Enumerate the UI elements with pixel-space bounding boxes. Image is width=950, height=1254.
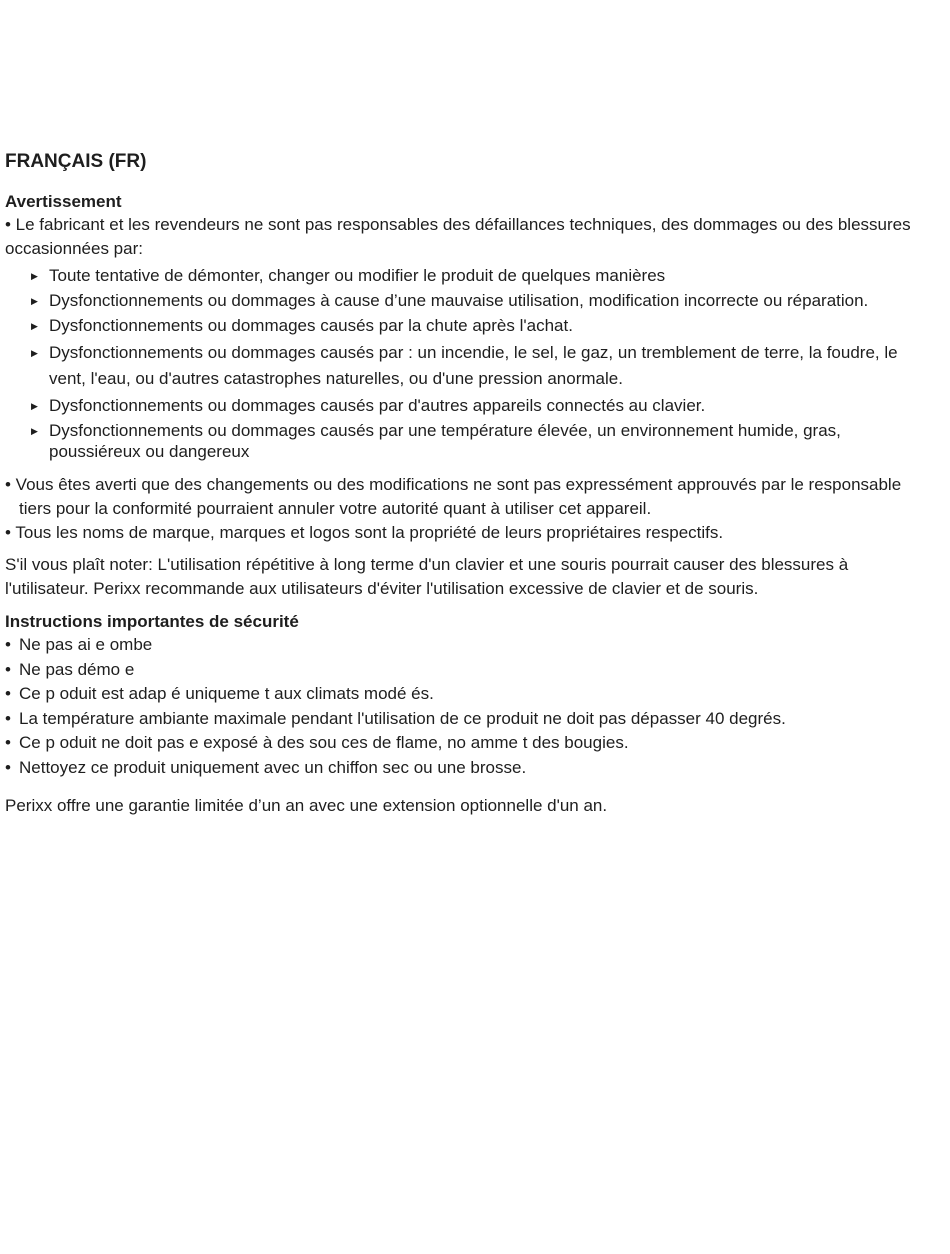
bullet-icon: • xyxy=(5,708,11,728)
triangle-bullet-icon: ▶ xyxy=(31,296,38,306)
triangle-bullet-icon: ▶ xyxy=(31,426,38,436)
document-page xyxy=(5,150,925,818)
warning-intro: • Le fabricant et les revendeurs ne sont pas responsables des défaillances techniques, des dommages ou des blessures occasionnées par: xyxy=(5,215,911,258)
bullet-icon: • xyxy=(5,659,11,679)
modification-notice: • Vous êtes averti que des changements ou des modifications ne sont pas expressément approuvés par le responsable tiers pour la conformité pourraient annuler votre autorité quant à utiliser cet appareil. xyxy=(5,475,902,518)
list-item: • Ce p oduit ne doit pas e exposé à des sou ces de flame, no amme t des bougies. xyxy=(5,731,925,756)
warranty-text: Perixx offre une garantie limitée d’un an avec une extension optionnelle d'un an. xyxy=(5,796,608,815)
list-item: • Ce p oduit est adap é uniqueme t aux climats modé és. xyxy=(5,682,925,707)
list-item: • Ne pas ai e ombe xyxy=(5,633,925,658)
triangle-bullet-icon: ▶ xyxy=(31,271,38,281)
list-item: • La température ambiante maximale pendant l'utilisation de ce produit ne doit pas dépasser 40 degrés. xyxy=(5,707,925,732)
list-item: • Ne pas démo e xyxy=(5,658,925,683)
usage-note: S'il vous plaît noter: L'utilisation répétitive à long terme d'un clavier et une souris pourrait causer des blessures à l'utilisateur. Perixx recommande aux utilisateurs d'éviter l'utilisation excessive de clavier et de souris. xyxy=(5,555,849,598)
triangle-bullet-icon: ▶ xyxy=(31,348,38,358)
triangle-bullet-icon: ▶ xyxy=(31,401,38,411)
warning-causes-list xyxy=(5,265,925,462)
warning-heading: Avertissement xyxy=(5,192,122,211)
bullet-icon: • xyxy=(5,733,11,752)
triangle-bullet-icon: ▶ xyxy=(31,321,38,331)
bullet-icon: • xyxy=(5,684,11,703)
list-item: ▶ Dysfonctionnements ou dommages causés par une température élevée, un environnement humide, gras, poussiéreux ou dangereux xyxy=(31,421,841,461)
list-item: ▶ Dysfonctionnements ou dommages causés par la chute après l'achat. xyxy=(31,316,573,335)
safety-heading: Instructions importantes de sécurité xyxy=(5,612,299,631)
list-item: • Nettoyez ce produit uniquement avec un chiffon sec ou une brosse. xyxy=(5,756,925,781)
safety-section xyxy=(5,611,925,780)
bullet-icon: • xyxy=(5,757,11,777)
list-item: ▶ Toute tentative de démonter, changer ou modifier le produit de quelques manières xyxy=(31,266,666,285)
language-title: FRANÇAIS (FR) xyxy=(5,151,147,172)
trademark-notice: • Tous les noms de marque, marques et logos sont la propriété de leurs propriétaires respectifs. xyxy=(5,523,724,542)
list-item: ▶ Dysfonctionnements ou dommages causés par d'autres appareils connectés au clavier. xyxy=(31,396,706,415)
list-item: ▶ Dysfonctionnements ou dommages causés par : un incendie, le sel, le gaz, un tremblement de terre, la foudre, le vent, l'eau, ou d'autres catastrophes naturelles, ou d'une pression anormale. xyxy=(31,340,925,392)
list-item: ▶ Dysfonctionnements ou dommages à cause d’une mauvaise utilisation, modification incorrecte ou réparation. xyxy=(31,291,869,310)
bullet-icon: • xyxy=(5,635,11,654)
